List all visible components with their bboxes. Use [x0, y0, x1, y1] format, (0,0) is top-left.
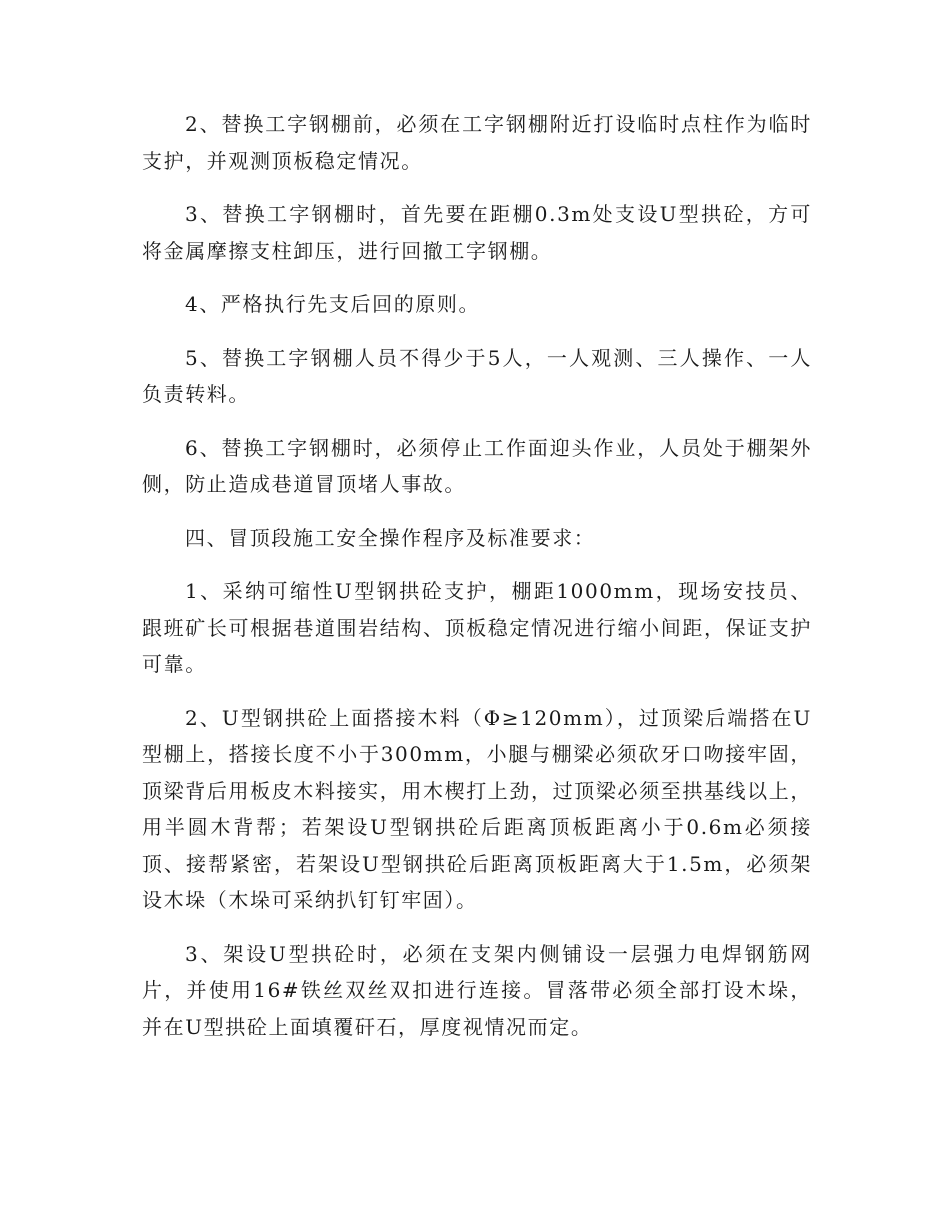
paragraph-item-3: 3、替换工字钢棚时，首先要在距棚0.3m处支设U型拱砼，方可将金属摩擦支柱卸压，进行回撤工字钢棚。: [142, 202, 812, 263]
paragraph-item-5: 5、替换工字钢棚人员不得少于5人，一人观测、三人操作、一人负责转料。: [142, 345, 812, 406]
document-body: [142, 106, 812, 1062]
section-heading: 四、冒顶段施工安全操作程序及标准要求：: [185, 525, 596, 550]
paragraph-item-6: 6、替换工字钢棚时，必须停止工作面迎头作业，人员处于棚架外侧，防止造成巷道冒顶堵人事故。: [142, 435, 812, 496]
paragraph-section4-item-2: 2、U型钢拱砼上面搭接木料（Φ≥120mm），过顶梁后端搭在U型棚上，搭接长度不小于300mm，小腿与棚梁必须砍牙口吻接牢固，顶梁背后用板皮木料接实，用木楔打上劲，过顶梁必须至拱基线以上，用半圆木背帮；若架设U型钢拱砼后距离顶板距离小于0.6m必须接顶、接帮紧密，若架设U型钢拱砼后距离顶板距离大于1.5m，必须架设木垛（木垛可采纳扒钉钉牢固）。: [142, 705, 812, 912]
paragraph-section4-item-3: 3、架设U型拱砼时，必须在支架内侧铺设一层强力电焊钢筋网片，并使用16#铁丝双丝双扣进行连接。冒落带必须全部打设木垛，并在U型拱砼上面填覆矸石，厚度视情况而定。: [142, 941, 812, 1039]
paragraph-section4-item-1: 1、采纳可缩性U型钢拱砼支护，棚距1000mm，现场安技员、跟班矿长可根据巷道围岩结构、顶板稳定情况进行缩小间距，保证支护可靠。: [142, 579, 812, 676]
paragraph-item-2: 2、替换工字钢棚前，必须在工字钢棚附近打设临时点柱作为临时支护，并观测顶板稳定情况。: [142, 112, 812, 173]
paragraph-item-4: 4、严格执行先支后回的原则。: [185, 292, 481, 316]
